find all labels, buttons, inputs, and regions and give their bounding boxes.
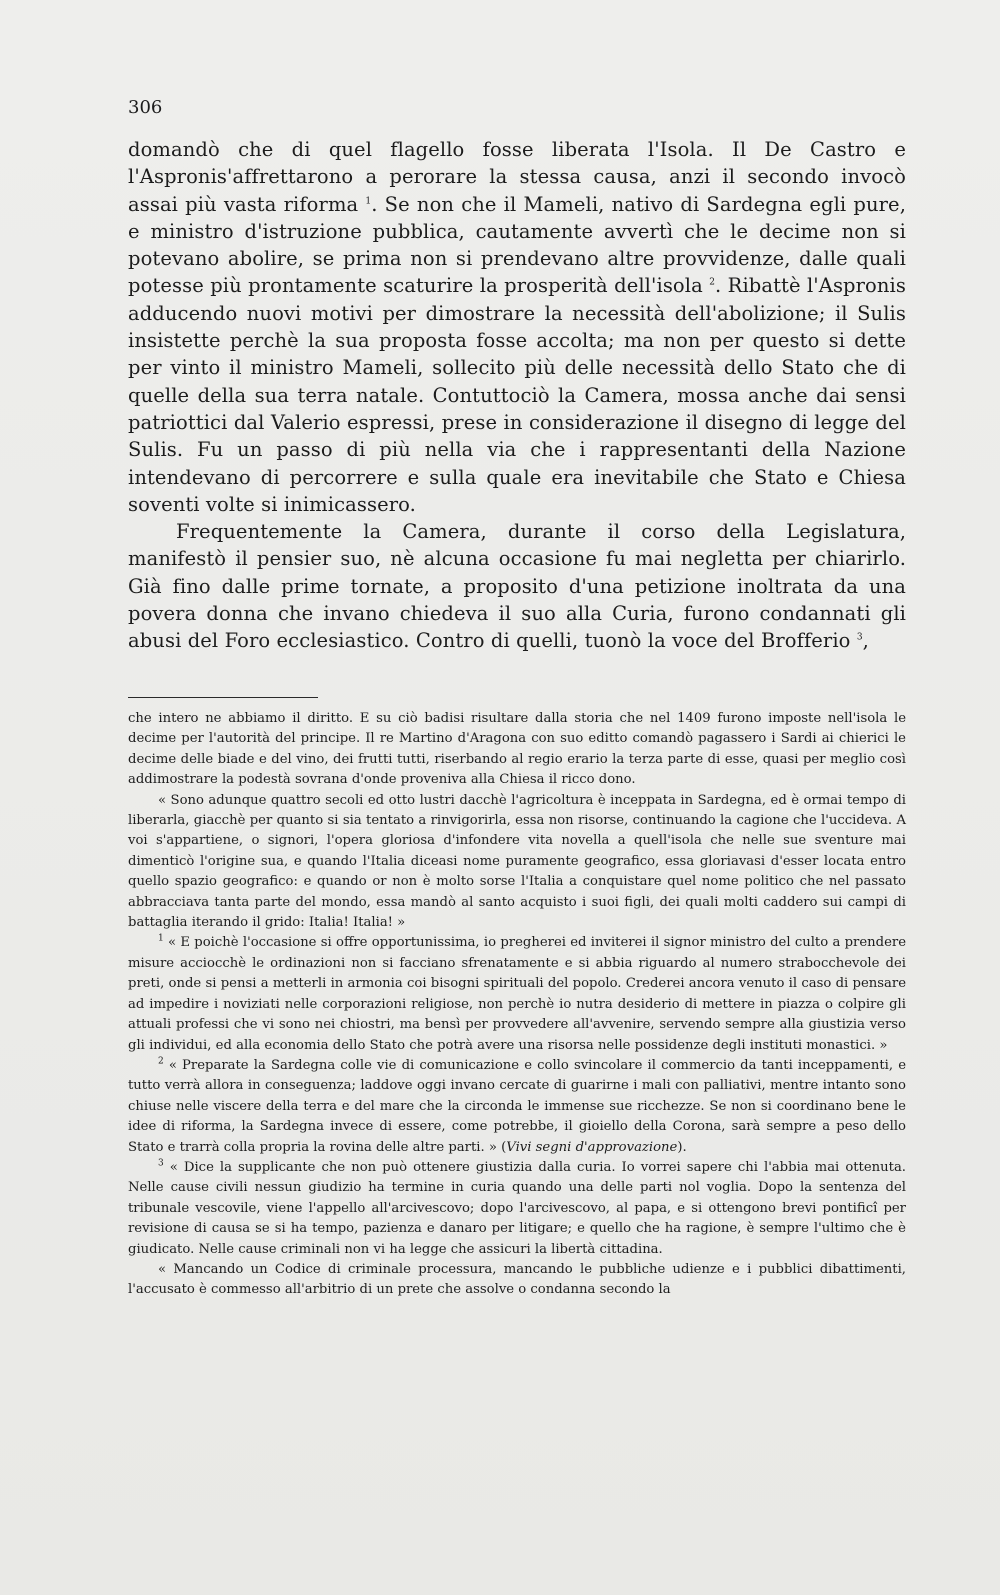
- text-segment: « Sono adunque quattro secoli ed otto lustri dacchè l'agricoltura è inceppata in Sardegna, ed è ormai tempo di liberarla, giacchè per quanto si sia tentato a rinvigorirla, essa non risorse, continuando la cagione che l'uccideva. A voi s'appartiene, o signori, l'opera gloriosa d'infondere vita novella a quell'isola che nelle sue sventure mai dimenticò l'origine sua, e quando l'Italia diceasi nome puramente geografico, essa gloriavasi d'esser locata entro quello spazio geografico: e quando or non è molto sorse l'Italia a conquistare quel nome politico che nel passato abbracciava tanta parte del mondo, essa mandò al santo acquisto i suoi figli, dei quali molti caddero sui campi di battaglia iterando il grido: Italia! Italia! »: [128, 792, 906, 931]
- text-segment: . Ribattè l'Aspronis adducendo nuovi motivi per dimostrare la necessità dell'abolizione; il Sulis insistette perchè la sua proposta fosse accolta; ma non per questo si dette per vinto il ministro Mameli, sollecito più delle necessità dello Stato che di quelle della sua terra natale. Contuttociò la Camera, mossa anche dai sensi patriottici dal Valerio espressi, prese in considerazione il disegno di legge del Sulis. Fu un passo di più nella via che i rappresentanti della Nazione intendevano di percorrere e sulla quale era inevitabile che Stato e Chiesa soventi volte si inimicassero.: [128, 274, 906, 516]
- italic-text: Vivi segni d'approvazione: [506, 1139, 678, 1155]
- text-segment: ,: [862, 629, 869, 653]
- text-segment: Frequentemente la Camera, durante il corso della Legislatura, manifestò il pensier suo, nè alcuna occasione fu mai negletta per chiarirlo. Già fino dalle prime tornate, a proposito d'una petizione inoltrata da una povera donna che invano chiedeva il suo alla Curia, furono condannati gli abusi del Foro ecclesiastico. Contro di quelli, tuonò la voce del Brofferio: [128, 520, 906, 653]
- text-segment: « E poichè l'occasione si offre opportunissima, io pregherei ed inviterei il signor ministro del culto a prendere misure acciocchè le ordinazioni non si facciano sfrenatamente e si abbia riguardo al numero strabocchevole dei preti, onde si pensi a metterli in armonia coi bisogni spirituali del popolo. Crederei ancora venuto il caso di pensare ad impedire i noviziati nelle corporazioni religiose, non perchè io nutra desiderio di mettere in piazza o colpire gli attuali professi che vi sono nei chiostri, ma bensì per provvedere all'avvenire, servendo sempre alla giustizia verso gli individui, ed alla economia dello Stato che potrà avere una risorsa nelle possidenze degli instituti monastici. »: [128, 935, 906, 1053]
- body-paragraph: [128, 136, 906, 518]
- footnote-paragraph: [128, 1158, 906, 1260]
- footnotes: [128, 709, 906, 1301]
- text-segment: « Mancando un Codice di criminale processura, mancando le pubbliche udienze e i pubblici dibattimenti, l'accusato è commesso all'arbitrio di un prete che assolve o condanna secondo la: [128, 1261, 906, 1298]
- footnote-reference: 2: [158, 1056, 164, 1067]
- text-segment: domandò che di quel flagello fosse liberata l'Isola. Il De Castro e l'Aspronis'affrettarono a perorare la stessa causa, anzi il secondo invocò assai più vasta riforma: [128, 138, 906, 216]
- footnote-reference: 1: [158, 934, 164, 945]
- footnote-reference: 3: [158, 1158, 164, 1169]
- text-segment: . Se non che il Mameli, nativo di Sardegna egli pure, e ministro d'istruzione pubblica, cautamente avvertì che le decime non si potevano abolire, se prima non si prendevano altre provvidenze, dalle quali potesse più prontamente scaturire la prosperità dell'isola: [128, 192, 906, 298]
- footnote-paragraph: [128, 933, 906, 1055]
- text-segment: « Preparate la Sardegna colle vie di comunicazione e collo svincolare il commercio da tanti inceppamenti, e tutto verrà allora in conseguenza; laddove oggi invano cercate di guarirne i mali con palliativi, mentre intanto sono chiuse nelle viscere della terra e del mare che la circonda le immense sue ricchezze. Se non si coordinano bene le idee di riforma, la Sardegna invece di essere, come potrebbe, il gioiello della Corona, sarà sempre a peso dello Stato e trarrà colla propria la rovina delle altre parti. » (: [128, 1057, 906, 1155]
- text-segment: « Dice la supplicante che non può ottenere giustizia dalla curia. Io vorrei sapere chi l'abbia mai ottenuta. Nelle cause civili nessun giudizio ha termine in curia quando una delle parti nol voglia. Dopo la sentenza del tribunale vescovile, viene l'appello all'arcivescovo; dopo l'arcivescovo, al papa, e si ottengono brevi pontificî per revisione di causa se si ha tempo, pazienza e danaro per litigare; e quello che ha ragione, è sempre l'ultimo che è giudicato. Nelle cause criminali non vi ha legge che assicuri la libertà cittadina.: [128, 1159, 906, 1257]
- text-segment: ).: [677, 1139, 687, 1155]
- footnote-reference: 2: [709, 277, 716, 288]
- footnote-paragraph: [128, 791, 906, 934]
- footnote-paragraph: [128, 709, 906, 791]
- page-number: 306: [128, 97, 163, 118]
- main-text: [128, 136, 906, 655]
- footnote-paragraph: [128, 1056, 906, 1158]
- footnote-separator: [128, 697, 318, 698]
- body-paragraph: [128, 518, 906, 654]
- footnote-reference: 3: [856, 632, 863, 643]
- footnote-reference: 1: [365, 196, 372, 207]
- footnote-paragraph: [128, 1260, 906, 1301]
- text-segment: che intero ne abbiamo il diritto. E su ciò badisi risultare dalla storia che nel 1409 furono imposte nell'isola le decime per l'autorità del principe. Il re Martino d'Aragona con suo editto comandò pagassero i Sardi ai chierici le decime delle biade e del vino, dei frutti tutti, riserbando al regio erario la terza parte di esse, quasi per meglio così addimostrare la podestà sovrana d'onde proveniva alla Chiesa il ricco dono.: [128, 711, 906, 788]
